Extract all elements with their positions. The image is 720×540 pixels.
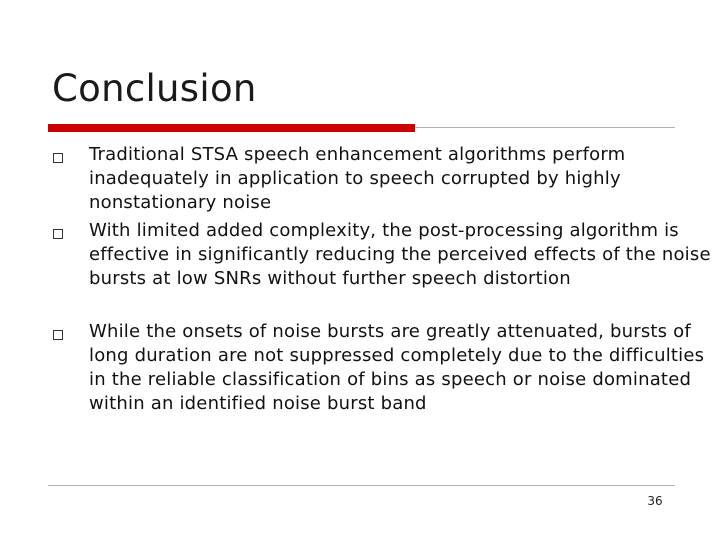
- page-number: 36: [647, 494, 663, 508]
- slide-title: Conclusion: [52, 67, 257, 110]
- hollow-square-icon: [53, 153, 63, 163]
- hollow-square-icon: [53, 330, 63, 340]
- title-divider-line: [415, 127, 675, 128]
- title-accent-bar: [48, 124, 415, 132]
- hollow-square-icon: [53, 229, 63, 239]
- bullet-item-1: Traditional STSA speech enhancement algorithms perform inadequately in application to speech corrupted by highly nonstationary noise: [89, 144, 626, 213]
- bullet-item-3: While the onsets of noise bursts are greatly attenuated, bursts of long duration are not suppressed completely due to the difficulties in the reliable classification of bins as speech or noise dominated within an identified noise burst band: [89, 321, 705, 414]
- footer-divider-line: [48, 485, 675, 486]
- bullet-item-2: With limited added complexity, the post-processing algorithm is effective in significantly reducing the perceived effects of the noise bursts at low SNRs without further speech distortion: [89, 220, 711, 289]
